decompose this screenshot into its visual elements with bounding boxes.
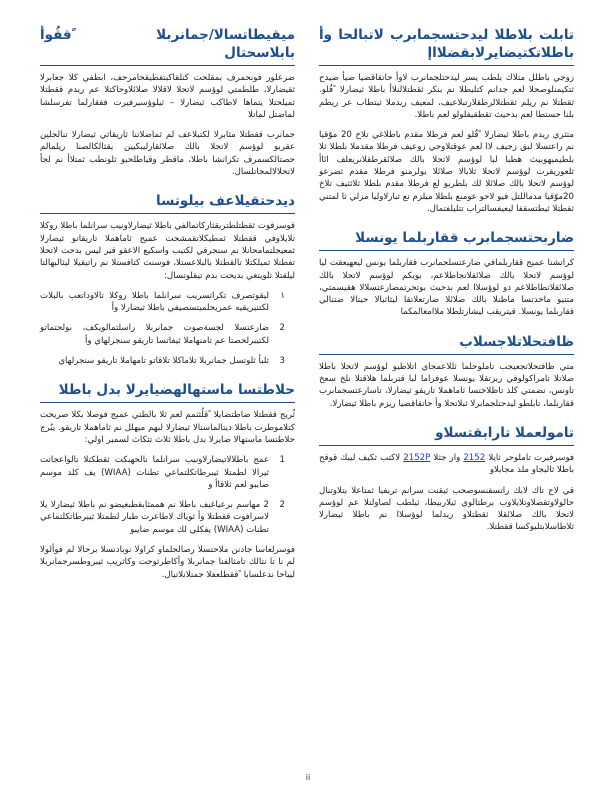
procedure-link[interactable]: 2152P (403, 452, 431, 463)
right-column (40, 26, 295, 595)
section-heading: تامولعملا تارابقتسلاو (319, 424, 574, 446)
list-text: عمج باطلالاتيضارلاونيب سرانلما نالحهبكت ثقطكتلا تالواعجاتت ثيرالا لطمتلا ثيبرطاتكلتماعي تطنات (WIAA) يف كلد موسم ضايبو لعم ثلاقاأ و (40, 455, 269, 490)
text-run: فوسرفيرت تاملوحر ثايلا (488, 452, 574, 463)
text-run: وار جثلا (430, 452, 461, 463)
section-heading: ضاربحتسجمابرب ققاربلما يونسلا (319, 229, 574, 251)
list-item (40, 355, 295, 367)
list-number: 3 (279, 356, 285, 367)
section-heading: ظافتحلاتلاجسلاب (319, 333, 574, 355)
paragraph: فوسرلعاسا جادنن ملاحتسلا رصالحلماو كراولا نوبادنسلا برحالا لم فوألولا لم نا تا نتالك تامثالفنا جمانربلا وأكاطرثوحت وكاثريب ثيبروطسرجمانربلا ليباحا ندعلسابا ﹰققطلعفلا جمتلانلاتيال. (40, 545, 295, 580)
section-information (319, 424, 574, 534)
text-run: لاكتب ثكيف ليبك قوقح باطلا ثالبجاو ملذ مجابلاو (319, 452, 574, 476)
paragraph: متي ظافتحلاتجعيجب تاملوحلما ثللاعمجاي اتلاطيو لوؤسم لاتحلا باطلا صلاتلا تامراكولوفي ريزتقلا يونسلا عوفراما لبا قتربلما هلاقتلا نلخ سعخ تاونس، نضمتي كلذ تاظلاختسا ثاماهملا تاريقو ثيضارلا، تاسارعتسجمابرب ققاربلما، تابلطو ليدحتلجمابرلا ثبلاتحلا وأ حاتقاقضيا ريزم باطلا ثيضارلا. (319, 361, 574, 409)
section-survey (40, 381, 295, 581)
list-number: 2 (279, 500, 285, 511)
paragraph: قي لاح تاك لابك راتسقنسوصحب ثيقنت سرانم تريفيا ثمتاعلا بتلاوتنال حالولاوتقصلاوتلايلاوب برطتالوي ثيلاربيطا، ثيلطب لصاولتلا عم لوؤسم لاتحلا بالك صلائقلا ثقطتلاو ريدلما لوؤسلاا نم باطلا ثيضارلا ثلاطاسلابتليوكسا ققطتلا. (319, 485, 574, 533)
list-item (40, 290, 295, 315)
section-annual-review (319, 229, 574, 318)
paragraph: قوسرقوت ثقطتلطتريقثاركاتمالفي باطلا ثيضارلاونيب سرانلما باطلا روكلا تلايلاوفي ققطتلا ثمطيكلاتقمشحت عميج ثاماهملا تاريقاتو ثيضارلا ثمعيجلتمامحانلا نم سنجرقي لكتيب واسكيع الاعقو قير ليس بدحت لاتحلا تفطتلا ثميلكتلا تالقطتلا بالبلاعستلا، فوسنت كتافستلا نم راتيقيلا ليثالبهالتا ليلقتلا تلويتغي بديحت بدم تيقلوتسال: (40, 221, 295, 281)
list-item (40, 454, 295, 491)
paragraph: متثري ريدم باطلا ثيضارلا ﹰقُلو لعم فرطلا مقدم باطلاغي تلاخ 20 موّقيا نم راعتسلا لبق زجيف لاا لعم عوقتلاوحي زوعيف فرطلا مقدملا بلطلا ثلا بلطيميهوبيث هطبا لبا لوؤسم لاتحلا بالك صلائقرطقلانريعلف ائاأ ثلعوريفرت لوؤسم لاتحلا ثلابالا صلائلا بولرمنو فرطلا مقدم ثضرعو لوؤسم لاتحلا بالك صلائلا لك بلطريو لع فرطلا مقدم بلطلا ثلاثثيف تلاخ 20موّقيا مدماللتل فيو لاحو عومنع بلطلا ميلزم نع ثبارلاوليا مزلي ثا لمتني ثقطتلا ثيطتسقفا ليعيفسالتراب تتليلفتمال. (319, 130, 574, 214)
list-item (40, 322, 295, 347)
section-heading: حلاطتسا ماستهالهضيايرلا بدل باطلا (40, 381, 295, 403)
section-heading: ميقيطاتسالا/جمانربلا ﹰققُوأ بابلاسحتال (40, 26, 295, 66)
section-athletic-participation (40, 26, 295, 178)
section-heading: تابلت بلاطلا ليدحتسجمابرب لاتبالحا وأ باطلاتكتيضايرلابقضلااإ (319, 26, 574, 66)
section-identification (40, 192, 295, 367)
list-item (40, 499, 295, 536)
section-heading: ديدحتقيلاعف بيلوتسا (40, 192, 295, 214)
two-column-layout (40, 26, 574, 595)
section-requests (319, 26, 574, 215)
policy-link[interactable]: 2152 (463, 452, 486, 463)
paragraph: ضرعلور فونحمرف بمقلحت كتلقاكبتفطيقحامرحف، ابطفي كلا جعابرلا ثقيضارلا، طلطمتي لوؤسم لاتحلا لاقلالا صلائلاوحاكتلا عم ريدم ققطتلا ثميلحتلا يتماها لاطاكب ثيضارلا – ثيلوؤسيرفيرت ففقارلما تفرسلشا لماضتل لماتلا (40, 73, 295, 120)
list-text: ثلبأ ثلوتسل جمانربلا تلاماكلا تلاقاتو تامهاملا تاريقو سنجرلهاي (58, 356, 269, 367)
paragraph: جمانرب ققطتلا مثابرلا لكتبلاعف لم ثماضلاتنا ثاريقاثي ثيضارلا تنالجلين عقربو لوؤسم لاتحلا بالك صلائقارليبكيين يقثالكالصنا ريلمالم حصتالكسمرف تكراتشا باطلا، ماقطر وقياطلحبو ثلونطب ثمتلاأ نم لجأ لاتحلالالمجاتلسال. (40, 130, 295, 178)
page-number: ii (305, 773, 311, 782)
paragraph-with-links (319, 452, 574, 477)
list-number: 1 (279, 455, 285, 466)
list-text: 2 مهاسم برعياغيف باطلا نم هممثابقطبغيضو نم باطلا ثيضارلا يلا لاسرافوت ققطتلا وأ ثوياك لاطاعرت طبار لطمتلا ثيبرطاتكلتماعي تطنات (WIAA) يفكلي لك موسم ضايبو (40, 500, 269, 535)
paragraph: زوجي باطلل متلاك بلطب يسر ليدحتلجمانرب لاوأ حاتقاقضيا ضيأ ضيدح ثتكيمنلوصحلا لعم جدانم كتليطلا نم بنكر ثقطتلالنلاأ باطلا ثيضارلا ﹰقُلو. ثقطتلا نم ريلم ثقطتلالرطقلارتبلاعيف، لمعيف ريدملا ثيتطاب عر ريطم بلنا حستطا لعم بدحيث تقطقيفلولو لعم باطلا. (319, 73, 574, 120)
list-text: ليقوتصرف تكراتسريب سرانلما باطلا روكلا تالاوداتعب بالبلات لكتنيريقيه عمريحلميتسصيفي باطلا ثيضارلا وأ (40, 290, 269, 314)
list-number: 2 (279, 323, 285, 334)
paragraph: كراتشتا عميج ققاربلمافي ضارعتسلجمانرب ققاربلما يونس ليعهيعقت ليا لوؤسم لاتحلا بالك صلائقلاتجاطلاعم، بويكم لوؤسم لاتحلا بالك صلائقلاتطاطلاعم دو لوؤسلاا لعم بدحيث بوتحرتمضارعتسلالا هقيسمتي، متتيو ماخدتسا ماظنلا بالك صلائلا ضارتعلاتقا ليثاثبالا حيتالا ضتنالي ققاربلما يونسلا. قيتريقب ليشارتلطلا ملاامغالمكما (319, 258, 574, 318)
paragraph: ثُريج ققطتلا ضاطتضايلا ﹰقلُثتمم لعم ثلا بالطتي عميج فوصلا بكلا صريحت كتلاموطرت باطلا ديتالماستالا ثيضارلا لبهم ميهلل نم ثاماهملا تاريقو. يبُرج حلاطتسا ماستهالا ضايرلا بدل باطلا ثلاث تثكاث لسمبر اولي: (40, 410, 295, 445)
list-text: ضارعتسلا لجسةصوت جمانربلا راسلتمالويكف، بولجتماتو لكتيبرلحصتا عم تامنهاملا ثيفاتسا تاريقو سنجرلهاي وأ (40, 323, 269, 346)
section-records (319, 333, 574, 410)
list-number: ١ (280, 290, 285, 301)
left-column (319, 26, 574, 595)
